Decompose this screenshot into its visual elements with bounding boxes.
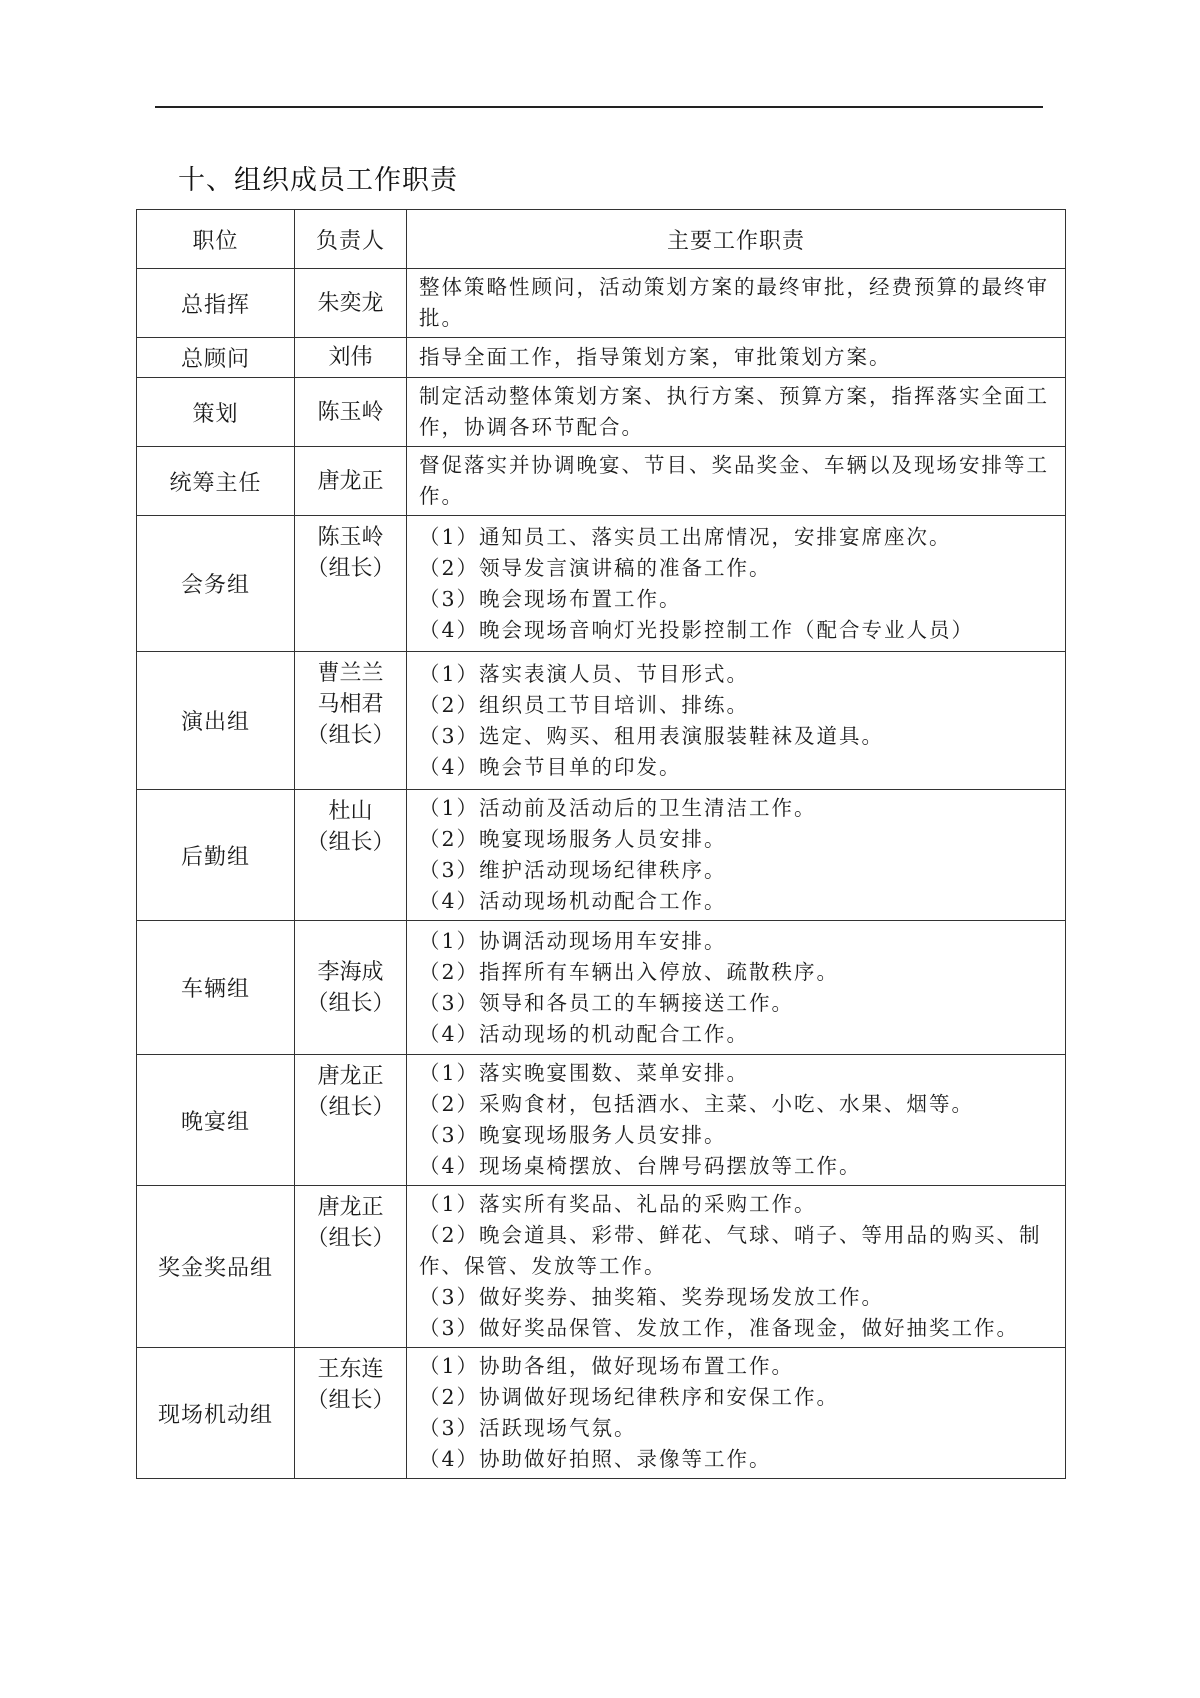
duties-cell [407, 447, 1066, 516]
table-row [137, 338, 1066, 378]
duty-line: （2）组织员工节目培训、排练。 [419, 692, 750, 717]
duty-line: （4）晚会现场音响灯光投影控制工作（配合专业人员） [419, 617, 975, 642]
position-cell: 晚宴组 [137, 1055, 295, 1186]
table-row [137, 1055, 1066, 1186]
table-row [137, 269, 1066, 338]
position-cell: 总顾问 [137, 338, 295, 378]
duties-cell [407, 652, 1066, 790]
duties-cell [407, 338, 1066, 378]
person-cell [295, 447, 407, 516]
position-cell: 统筹主任 [137, 447, 295, 516]
position-cell: 演出组 [137, 652, 295, 790]
person-line: 唐龙正 [317, 1064, 384, 1089]
duty-line: （2）协调做好现场纪律秩序和安保工作。 [419, 1385, 840, 1409]
person-cell [295, 1348, 407, 1479]
duty-line: （1）落实所有奖品、礼品的采购工作。 [419, 1192, 817, 1216]
duties-cell [407, 1055, 1066, 1186]
duty-line: （2）晚宴现场服务人员安排。 [419, 827, 727, 851]
table-row [137, 652, 1066, 790]
duties-cell [407, 1348, 1066, 1479]
duty-line: （2）采购食材，包括酒水、主菜、小吃、水果、烟等。 [419, 1092, 975, 1116]
duty-line: （3）领导和各员工的车辆接送工作。 [419, 990, 795, 1015]
duty-line: （4）活动现场机动配合工作。 [419, 889, 727, 913]
person-line: （组长） [306, 556, 395, 581]
duty-line: （2）指挥所有车辆出入停放、疏散秩序。 [419, 959, 840, 984]
position-cell: 奖金奖品组 [137, 1186, 295, 1348]
header-rule [155, 106, 1043, 108]
person-line: 曹兰兰 [317, 661, 384, 686]
person-cell [295, 1055, 407, 1186]
person-cell [295, 1186, 407, 1348]
person-line: 刘伟 [328, 345, 373, 370]
duties-table [136, 209, 1066, 1479]
person-line: 马相君 [317, 692, 384, 717]
table-row [137, 1348, 1066, 1479]
position-cell: 总指挥 [137, 269, 295, 338]
person-cell [295, 652, 407, 790]
duties-cell [407, 921, 1066, 1055]
person-line: 唐龙正 [317, 1195, 384, 1220]
position-cell: 后勤组 [137, 790, 295, 921]
duty-line: （4）晚会节目单的印发。 [419, 754, 682, 779]
person-line: （组长） [306, 1388, 395, 1413]
duty-line: （1）落实晚宴围数、菜单安排。 [419, 1061, 750, 1085]
person-line: 李海成 [317, 959, 384, 985]
duty-line: 制定活动整体策划方案、执行方案、预算方案，指挥落实全面工作，协调各环节配合。 [419, 384, 1049, 439]
table-row [137, 447, 1066, 516]
person-cell [295, 338, 407, 378]
duty-line: （3）活跃现场气氛。 [419, 1416, 637, 1440]
person-line: 陈玉岭 [317, 399, 384, 425]
person-line: 唐龙正 [317, 468, 384, 494]
duties-cell [407, 1186, 1066, 1348]
person-line: （组长） [306, 830, 395, 855]
duty-line: （3）做好奖品保管、发放工作，准备现金，做好抽奖工作。 [419, 1316, 1020, 1340]
person-line: 王东连 [317, 1357, 384, 1382]
duty-line: （2）领导发言演讲稿的准备工作。 [419, 555, 772, 580]
person-cell [295, 921, 407, 1055]
duty-line: （3）晚宴现场服务人员安排。 [419, 1123, 727, 1147]
duty-line: （1）协调活动现场用车安排。 [419, 928, 727, 953]
person-cell [295, 790, 407, 921]
table-row [137, 790, 1066, 921]
table-header-row [137, 210, 1066, 269]
duty-line: 督促落实并协调晚宴、节目、奖品奖金、车辆以及现场安排等工作。 [419, 453, 1049, 508]
duties-cell [407, 516, 1066, 652]
duty-line: （1）活动前及活动后的卫生清洁工作。 [419, 796, 817, 820]
duty-line: （4）活动现场的机动配合工作。 [419, 1021, 750, 1046]
table-row [137, 1186, 1066, 1348]
table-body [137, 269, 1066, 1479]
person-line: 朱奕龙 [317, 290, 384, 316]
position-cell: 现场机动组 [137, 1348, 295, 1479]
person-line: （组长） [306, 990, 395, 1016]
duty-line: （3）晚会现场布置工作。 [419, 586, 682, 611]
table-row [137, 921, 1066, 1055]
duties-cell [407, 269, 1066, 338]
person-line: （组长） [306, 1095, 395, 1120]
person-cell [295, 378, 407, 447]
duty-line: （4）现场桌椅摆放、台牌号码摆放等工作。 [419, 1154, 862, 1178]
duty-line: （1）落实表演人员、节目形式。 [419, 661, 750, 686]
duty-line: （1）通知员工、落实员工出席情况，安排宴席座次。 [419, 524, 952, 549]
person-line: 陈玉岭 [317, 525, 384, 550]
duty-line: 整体策略性顾问，活动策划方案的最终审批，经费预算的最终审批。 [419, 275, 1049, 330]
duty-line: （4）协助做好拍照、录像等工作。 [419, 1447, 772, 1471]
duty-line: 指导全面工作，指导策划方案，审批策划方案。 [419, 345, 892, 369]
position-cell: 会务组 [137, 516, 295, 652]
header-duties: 主要工作职责 [407, 210, 1066, 269]
person-line: 杜山 [328, 799, 373, 824]
header-person: 负责人 [295, 210, 407, 269]
table-row [137, 378, 1066, 447]
person-line: （组长） [306, 723, 395, 748]
position-cell: 策划 [137, 378, 295, 447]
duty-line: （3）做好奖券、抽奖箱、奖券现场发放工作。 [419, 1285, 885, 1309]
duties-cell [407, 790, 1066, 921]
section-title: 十、组织成员工作职责 [178, 165, 458, 196]
header-position: 职位 [137, 210, 295, 269]
duty-line: （3）选定、购买、租用表演服装鞋袜及道具。 [419, 723, 885, 748]
position-cell: 车辆组 [137, 921, 295, 1055]
person-cell [295, 269, 407, 338]
table-row [137, 516, 1066, 652]
person-line: （组长） [306, 1226, 395, 1251]
duty-line: （3）维护活动现场纪律秩序。 [419, 858, 727, 882]
duties-cell [407, 378, 1066, 447]
duty-line: （1）协助各组，做好现场布置工作。 [419, 1354, 795, 1378]
person-cell [295, 516, 407, 652]
duty-line: （2）晚会道具、彩带、鲜花、气球、哨子、等用品的购买、制作、保管、发放等工作。 [419, 1223, 1042, 1278]
